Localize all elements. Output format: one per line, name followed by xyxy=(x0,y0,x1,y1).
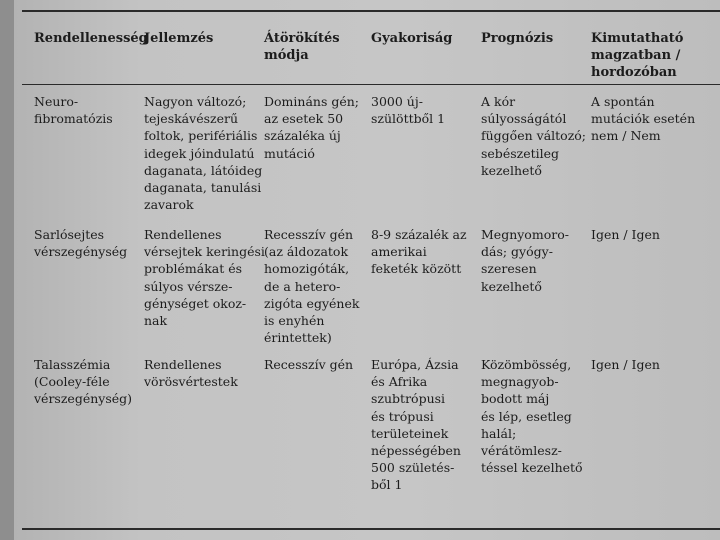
header-jellemzes xyxy=(144,30,213,47)
cell-line: módja xyxy=(264,48,309,63)
header-prognozis xyxy=(481,30,553,47)
cell-line: feketék között xyxy=(371,261,462,277)
cell-line: Közömbösség, xyxy=(481,357,572,372)
cell-line: homozigóták, xyxy=(264,261,350,277)
cell-line: (Cooley-féle xyxy=(34,374,110,390)
table-bottom-rule xyxy=(22,528,720,530)
cell-line: Átörökítés xyxy=(264,31,340,46)
cell-line: tejeskávészerű xyxy=(144,111,239,127)
cell-line: függően változó; xyxy=(481,128,587,144)
cell-line: mutációk esetén xyxy=(591,111,696,127)
cell-line: Gyakoriság xyxy=(371,31,453,46)
cell-line: Recesszív gén xyxy=(264,357,354,372)
cell-line: nak xyxy=(144,313,168,329)
cell-line: Talasszémia xyxy=(34,357,111,372)
cell-line: foltok, perifériális xyxy=(144,128,258,144)
cell-line: Domináns gén; xyxy=(264,94,360,109)
cell-line: vérszegénység) xyxy=(34,391,133,407)
row1-gyakorisag xyxy=(371,93,445,127)
row3-atorokites xyxy=(264,356,353,373)
cell-line: fibromatózis xyxy=(34,111,113,127)
cell-line: téssel kezelhető xyxy=(481,460,583,476)
cell-line: 3000 új- xyxy=(371,94,423,109)
cell-line: szeresen xyxy=(481,261,537,277)
row2-kimutathato xyxy=(591,226,660,243)
cell-line: halál; xyxy=(481,425,517,441)
cell-line: zigóta egyének xyxy=(264,295,360,311)
cell-line: génységet okoz- xyxy=(144,295,247,311)
cell-line: Sarlósejtes xyxy=(34,227,105,242)
row2-atorokites xyxy=(264,226,359,346)
cell-line: vérsejtek keringési xyxy=(144,244,265,260)
cell-line: szülöttből 1 xyxy=(371,111,446,127)
cell-line: ből 1 xyxy=(371,477,403,493)
cell-line: daganata, látóideg xyxy=(144,162,263,178)
row3-jellemzes xyxy=(144,356,238,390)
cell-line: Igen / Igen xyxy=(591,357,660,372)
cell-line: 8-9 százalék az xyxy=(371,227,467,242)
cell-line: és Afrika xyxy=(371,374,428,390)
cell-line: sebészetileg xyxy=(481,145,560,161)
cell-line: dás; gyógy- xyxy=(481,244,553,260)
cell-line: Rendellenes xyxy=(144,357,222,372)
cell-line: súlyosságától xyxy=(481,111,567,127)
cell-line: Megnyomoro- xyxy=(481,227,569,242)
cell-line: nem / Nem xyxy=(591,128,661,144)
cell-line: Prognózis xyxy=(481,31,554,46)
row1-jellemzes xyxy=(144,93,262,213)
cell-line: területeinek xyxy=(371,425,449,441)
cell-line: szubtrópusi xyxy=(371,391,446,407)
cell-line: Igen / Igen xyxy=(591,227,660,242)
header-rule xyxy=(22,84,720,85)
cell-line: 500 születés- xyxy=(371,460,455,476)
cell-line: kezelhető xyxy=(481,278,542,294)
cell-line: Nagyon változó; xyxy=(144,94,247,109)
cell-line: Rendellenesség xyxy=(34,31,148,46)
header-atorokites xyxy=(264,30,340,64)
row1-rendellenesseg xyxy=(34,93,113,127)
cell-line: Neuro- xyxy=(34,94,79,109)
cell-line: mutáció xyxy=(264,145,315,161)
cell-line: de a hetero- xyxy=(264,278,341,294)
row2-gyakorisag xyxy=(371,226,467,278)
book-page xyxy=(14,0,720,540)
table-top-rule xyxy=(22,10,720,12)
cell-line: idegek jóindulatú xyxy=(144,145,255,161)
cell-line: és lép, esetleg xyxy=(481,408,572,424)
cell-line: magzatban / xyxy=(591,48,681,63)
header-kimutathato xyxy=(591,30,683,81)
cell-line: érintettek) xyxy=(264,330,332,346)
cell-line: Kimutatható xyxy=(591,31,684,46)
row2-rendellenesseg xyxy=(34,226,127,260)
cell-line: Recesszív gén xyxy=(264,227,354,242)
cell-line: Jellemzés xyxy=(144,31,214,46)
cell-line: zavarok xyxy=(144,197,194,213)
cell-line: kezelhető xyxy=(481,162,542,178)
row1-prognozis xyxy=(481,93,586,179)
header-rendellenesseg xyxy=(34,30,148,47)
row2-prognozis xyxy=(481,226,569,295)
cell-line: Rendellenes xyxy=(144,227,222,242)
cell-line: amerikai xyxy=(371,244,427,260)
row3-gyakorisag xyxy=(371,356,461,494)
row1-atorokites xyxy=(264,93,359,162)
cell-line: bodott máj xyxy=(481,391,550,407)
row2-jellemzes xyxy=(144,226,265,329)
cell-line: (az áldozatok xyxy=(264,244,349,260)
row3-prognozis xyxy=(481,356,583,476)
cell-line: vörösvértestek xyxy=(144,374,238,390)
cell-line: és trópusi xyxy=(371,408,434,424)
cell-line: is enyhén xyxy=(264,313,325,329)
row3-rendellenesseg xyxy=(34,356,132,408)
header-gyakorisag xyxy=(371,30,452,47)
cell-line: százaléka új xyxy=(264,128,341,144)
cell-line: A kór xyxy=(481,94,516,109)
cell-line: A spontán xyxy=(591,94,655,109)
cell-line: Európa, Ázsia xyxy=(371,357,459,372)
cell-line: népességében xyxy=(371,443,461,459)
row3-kimutathato xyxy=(591,356,660,373)
cell-line: súlyos vérsze- xyxy=(144,278,233,294)
cell-line: az esetek 50 xyxy=(264,111,344,127)
cell-line: vérszegénység xyxy=(34,244,128,260)
cell-line: daganata, tanulási xyxy=(144,180,262,196)
cell-line: megnagyob- xyxy=(481,374,559,390)
cell-line: problémákat és xyxy=(144,261,243,277)
cell-line: vérátömlesz- xyxy=(481,443,562,459)
row1-kimutathato xyxy=(591,93,695,145)
cell-line: hordozóban xyxy=(591,65,677,80)
